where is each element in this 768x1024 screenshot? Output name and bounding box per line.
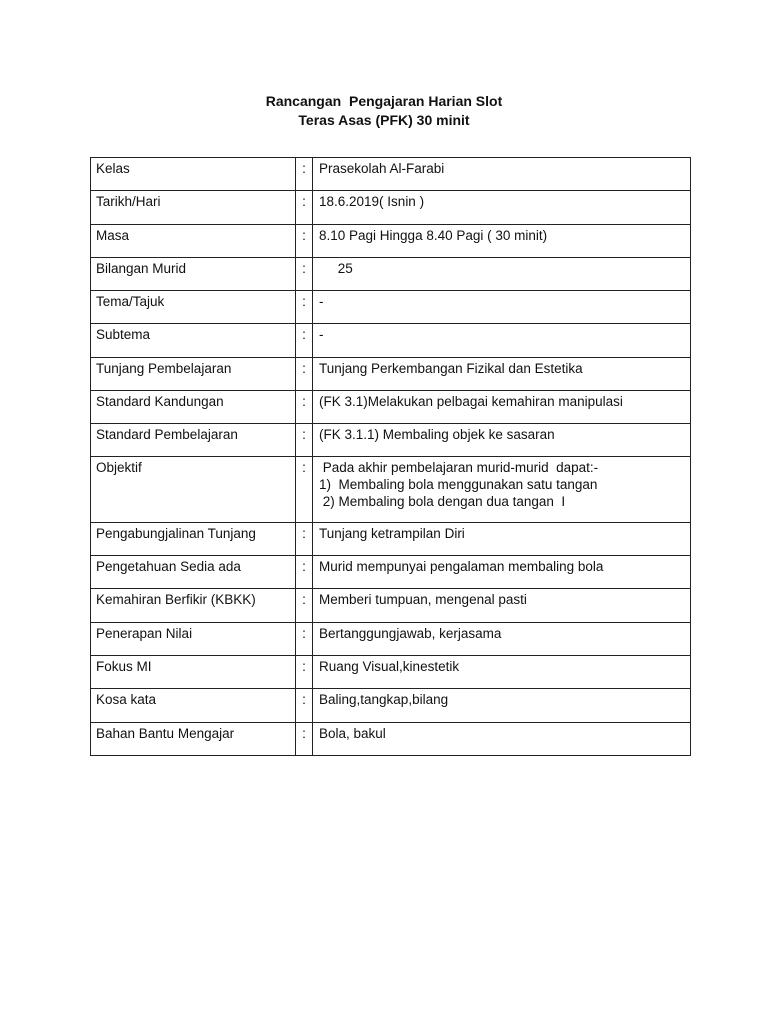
row-colon: :	[296, 589, 313, 623]
table-row	[91, 623, 691, 656]
row-colon: :	[296, 523, 313, 556]
row-value-line: Murid mempunyai pengalaman membaling bola	[319, 559, 604, 574]
row-label: Penerapan Nilai	[91, 623, 296, 656]
row-value-line: Ruang Visual,kinestetik	[319, 659, 460, 674]
row-label: Kosa kata	[91, 689, 296, 723]
table-row	[91, 324, 691, 358]
row-label: Fokus MI	[91, 656, 296, 689]
table-row	[91, 258, 691, 291]
row-value-line: 18.6.2019( Isnin )	[319, 194, 425, 209]
row-value	[313, 656, 691, 689]
row-colon: :	[296, 358, 313, 391]
table-row	[91, 523, 691, 556]
row-label: Kemahiran Berfikir (KBKK)	[91, 589, 296, 623]
row-label: Tema/Tajuk	[91, 291, 296, 324]
row-colon: :	[296, 457, 313, 523]
lesson-plan-table-body	[91, 158, 691, 756]
table-row	[91, 556, 691, 589]
row-label: Standard Pembelajaran	[91, 424, 296, 457]
row-label: Tunjang Pembelajaran	[91, 358, 296, 391]
row-value	[313, 457, 691, 523]
row-label: Masa	[91, 225, 296, 258]
row-value-line: -	[319, 294, 324, 309]
row-colon: :	[296, 689, 313, 723]
row-label: Standard Kandungan	[91, 391, 296, 424]
row-label: Bilangan Murid	[91, 258, 296, 291]
row-label: Bahan Bantu Mengajar	[91, 723, 296, 756]
row-value	[313, 324, 691, 358]
row-value	[313, 589, 691, 623]
row-label: Tarikh/Hari	[91, 191, 296, 225]
row-colon: :	[296, 258, 313, 291]
row-value	[313, 358, 691, 391]
row-colon: :	[296, 191, 313, 225]
row-value	[313, 723, 691, 756]
table-row	[91, 291, 691, 324]
table-row	[91, 391, 691, 424]
row-value-line: 2) Membaling bola dengan dua tangan I	[319, 494, 566, 509]
row-value	[313, 556, 691, 589]
table-row	[91, 723, 691, 756]
row-value	[313, 225, 691, 258]
row-value	[313, 523, 691, 556]
row-colon: :	[296, 623, 313, 656]
row-colon: :	[296, 225, 313, 258]
table-row	[91, 457, 691, 523]
row-value	[313, 258, 691, 291]
table-row	[91, 358, 691, 391]
row-value-line: Bola, bakul	[319, 726, 386, 741]
table-row	[91, 589, 691, 623]
row-colon: :	[296, 158, 313, 191]
table-row	[91, 225, 691, 258]
row-value	[313, 291, 691, 324]
row-value-line: 1) Membaling bola menggunakan satu tangan	[319, 477, 598, 492]
row-value-line: -	[319, 327, 324, 342]
row-value-line: Prasekolah Al-Farabi	[319, 161, 445, 176]
row-colon: :	[296, 723, 313, 756]
row-value	[313, 689, 691, 723]
row-value	[313, 158, 691, 191]
table-row	[91, 191, 691, 225]
row-value-line: (FK 3.1.1) Membaling objek ke sasaran	[319, 427, 555, 442]
row-label: Objektif	[91, 457, 296, 523]
row-colon: :	[296, 291, 313, 324]
row-value-line: Pada akhir pembelajaran murid-murid dapat:-	[319, 460, 599, 475]
row-label: Pengabungjalinan Tunjang	[91, 523, 296, 556]
row-value	[313, 623, 691, 656]
row-label: Subtema	[91, 324, 296, 358]
table-row	[91, 158, 691, 191]
row-colon: :	[296, 656, 313, 689]
row-colon: :	[296, 391, 313, 424]
lesson-plan-table	[90, 157, 691, 756]
table-row	[91, 424, 691, 457]
row-value-line: Memberi tumpuan, mengenal pasti	[319, 592, 527, 607]
table-row	[91, 689, 691, 723]
row-label: Pengetahuan Sedia ada	[91, 556, 296, 589]
title-line-1: Rancangan Pengajaran Harian Slot	[265, 93, 503, 109]
row-value-line: 8.10 Pagi Hingga 8.40 Pagi ( 30 minit)	[319, 228, 548, 243]
row-value-line: Tunjang Perkembangan Fizikal dan Estetika	[319, 361, 583, 376]
row-value-line: 25	[319, 261, 353, 276]
row-value-line: Tunjang ketrampilan Diri	[319, 526, 465, 541]
row-colon: :	[296, 424, 313, 457]
row-value	[313, 391, 691, 424]
row-value	[313, 191, 691, 225]
table-row	[91, 656, 691, 689]
title-line-2: Teras Asas (PFK) 30 minit	[298, 112, 470, 128]
row-value-line: (FK 3.1)Melakukan pelbagai kemahiran manipulasi	[319, 394, 623, 409]
row-value	[313, 424, 691, 457]
row-value-line: Baling,tangkap,bilang	[319, 692, 449, 707]
row-colon: :	[296, 556, 313, 589]
row-value-line: Bertanggungjawab, kerjasama	[319, 626, 502, 641]
document-title	[0, 92, 768, 130]
row-colon: :	[296, 324, 313, 358]
row-label: Kelas	[91, 158, 296, 191]
